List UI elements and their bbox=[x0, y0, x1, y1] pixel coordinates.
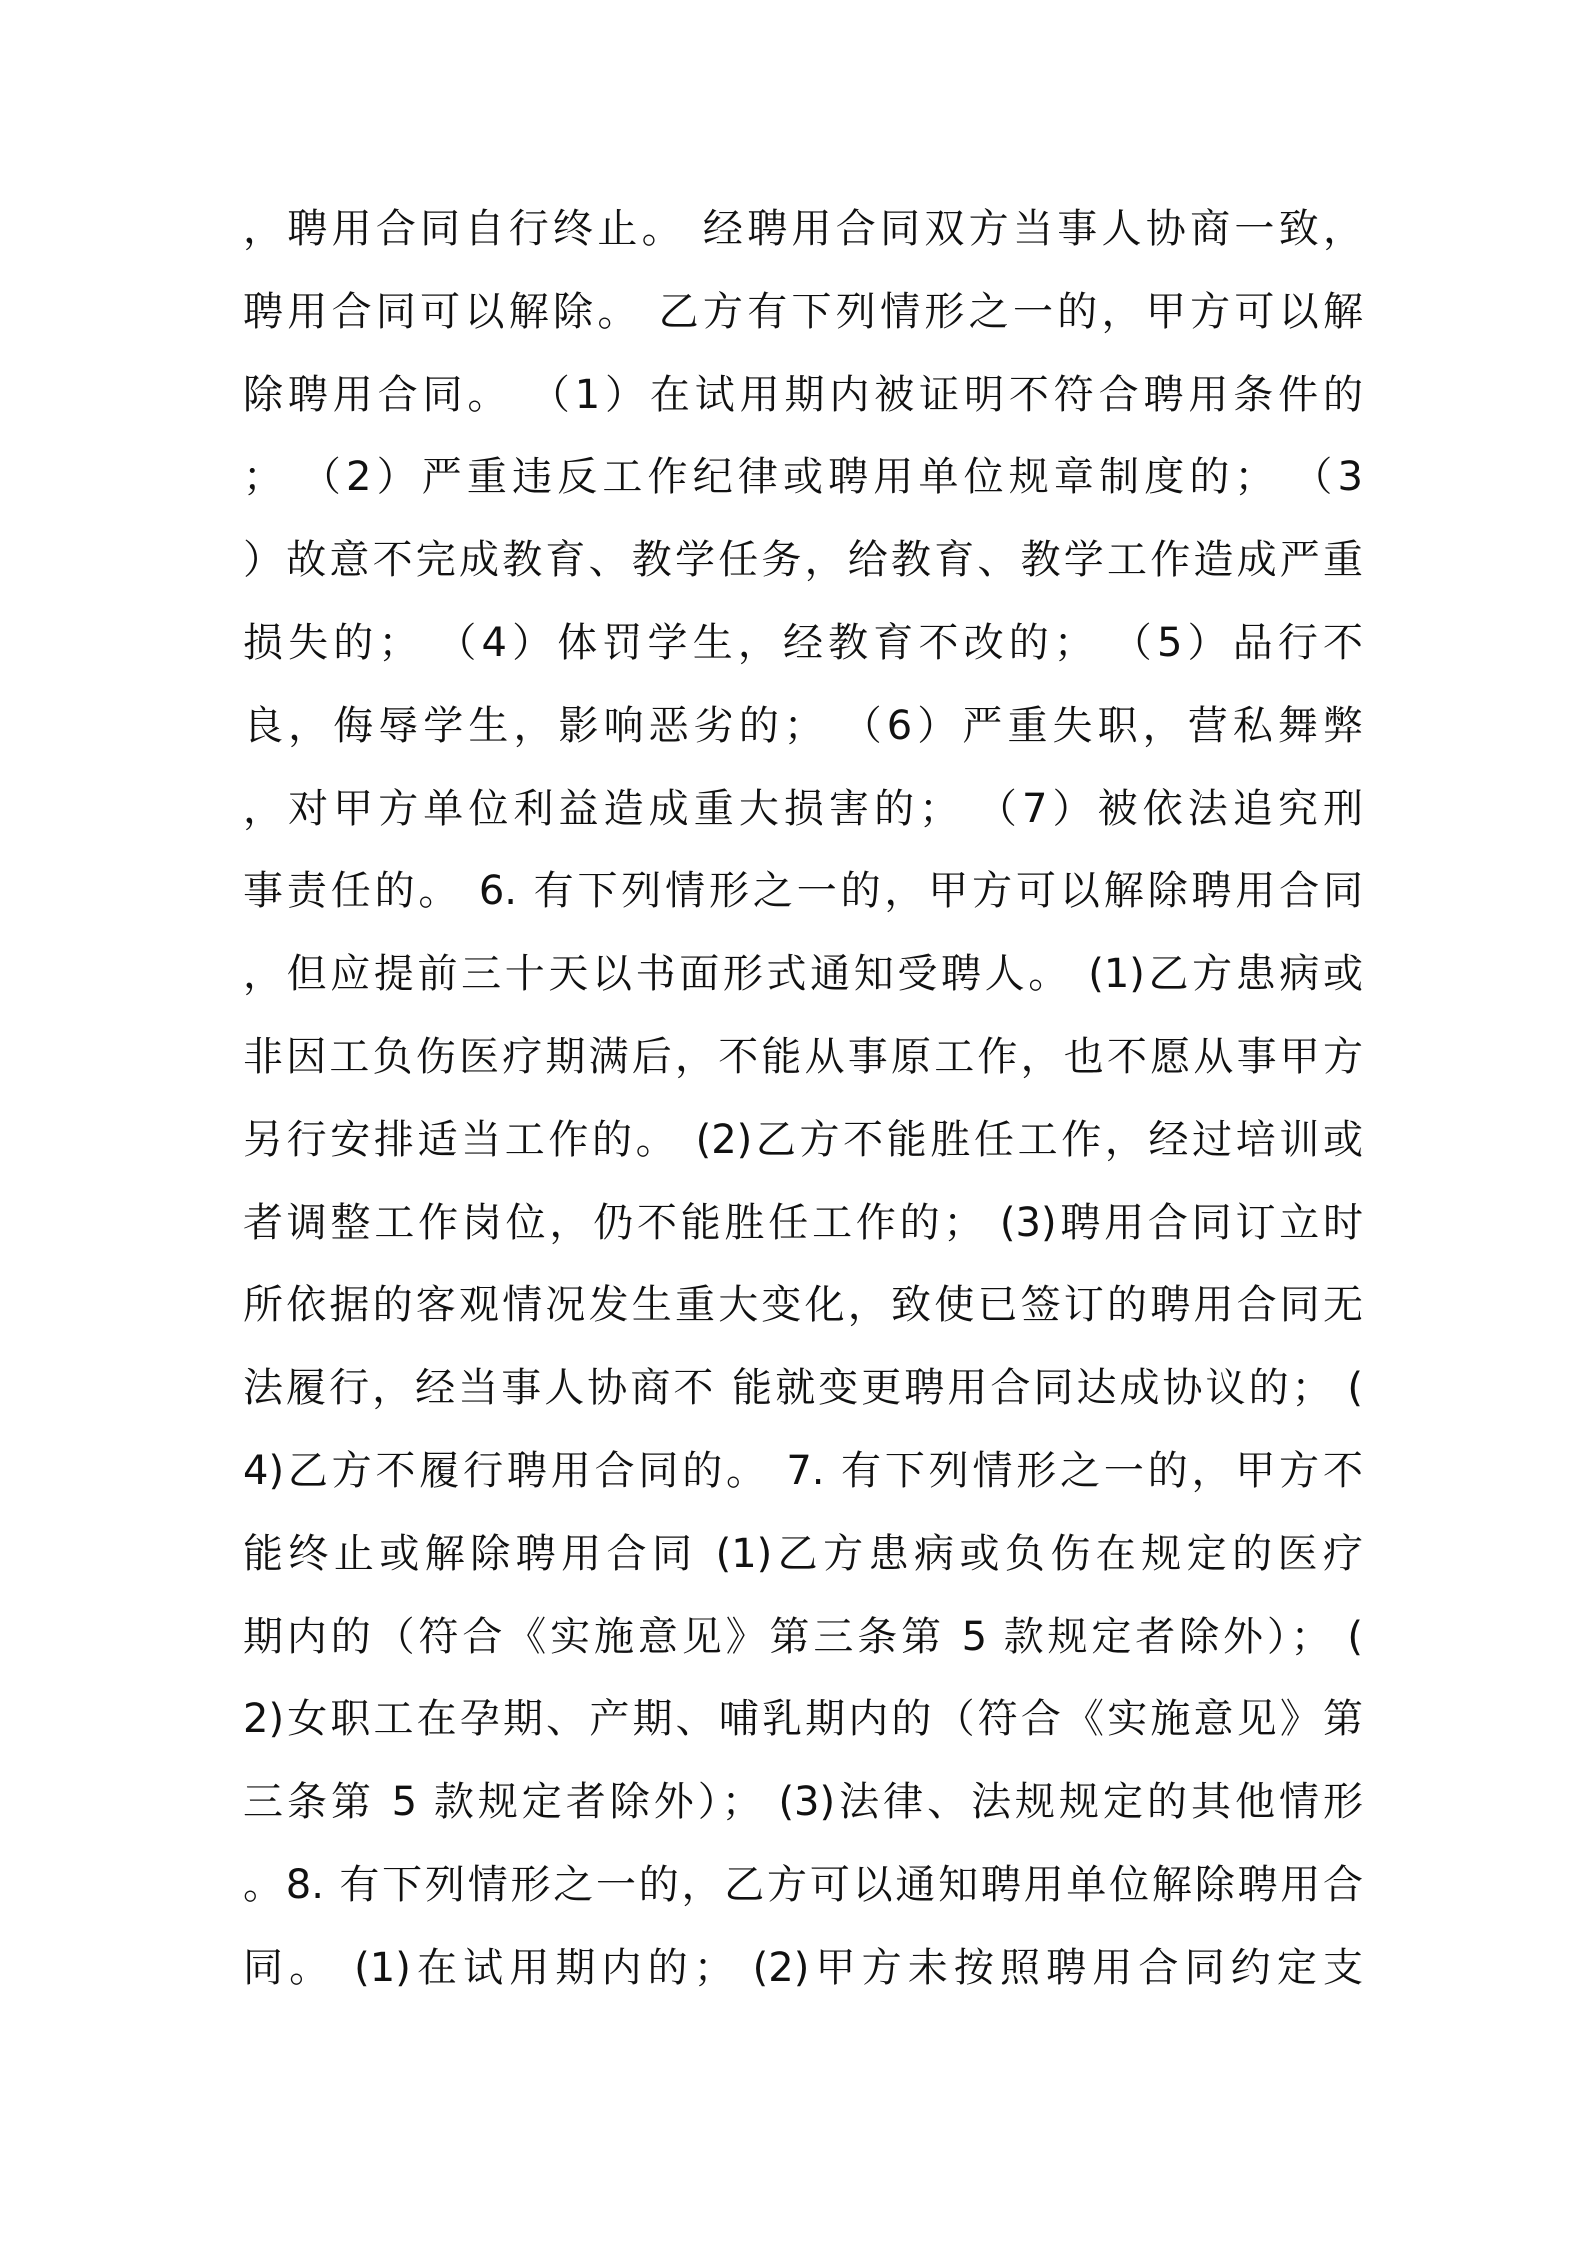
text-line: 。8. 有下列情形之一的，乙方可以通知聘用单位解除聘用合 bbox=[243, 1861, 1363, 1908]
text-line: 聘用合同可以解除。 乙方有下列情形之一的，甲方可以解 bbox=[243, 288, 1363, 335]
text-line: 期内的（符合《实施意见》第三条第 5 款规定者除外）； ( bbox=[243, 1613, 1363, 1660]
text-line: 事责任的。 6. 有下列情形之一的，甲方可以解除聘用合同 bbox=[243, 868, 1363, 915]
text-line: 者调整工作岗位，仍不能胜任工作的； (3)聘用合同订立时 bbox=[243, 1199, 1363, 1246]
text-line: 损失的； （4）体罚学生，经教育不改的； （5）品行不 bbox=[243, 619, 1363, 666]
text-line: 另行安排适当工作的。 (2)乙方不能胜任工作，经过培训或 bbox=[243, 1116, 1363, 1163]
text-line: ，对甲方单位利益造成重大损害的； （7）被依法追究刑 bbox=[243, 785, 1363, 832]
document-body bbox=[243, 188, 1363, 2010]
text-line: 三条第 5 款规定者除外）； (3)法律、法规规定的其他情形 bbox=[243, 1779, 1363, 1826]
text-line: ； （2）严重违反工作纪律或聘用单位规章制度的； （3 bbox=[243, 454, 1363, 501]
text-line: ，聘用合同自行终止。 经聘用合同双方当事人协商一致， bbox=[243, 206, 1363, 252]
text-line: 法履行，经当事人协商不 能就变更聘用合同达成协议的； ( bbox=[243, 1365, 1363, 1412]
text-line: ）故意不完成教育、教学任务，给教育、教学工作造成严重 bbox=[243, 537, 1363, 584]
text-line: 同。 (1)在试用期内的； (2)甲方未按照聘用合同约定支 bbox=[243, 1944, 1363, 1991]
text-line: ，但应提前三十天以书面形式通知受聘人。 (1)乙方患病或 bbox=[243, 951, 1363, 998]
text-line: 4)乙方不履行聘用合同的。 7. 有下列情形之一的，甲方不 bbox=[243, 1447, 1363, 1494]
text-line: 2)女职工在孕期、产期、哺乳期内的（符合《实施意见》第 bbox=[243, 1696, 1363, 1743]
text-line: 所依据的客观情况发生重大变化，致使已签订的聘用合同无 bbox=[243, 1282, 1363, 1329]
text-line: 非因工负伤医疗期满后，不能从事原工作，也不愿从事甲方 bbox=[243, 1033, 1363, 1080]
text-line: 除聘用合同。 （1）在试用期内被证明不符合聘用条件的 bbox=[243, 371, 1363, 418]
text-line: 良，侮辱学生，影响恶劣的； （6）严重失职，营私舞弊 bbox=[243, 702, 1363, 749]
text-line: 能终止或解除聘用合同 (1)乙方患病或负伤在规定的医疗 bbox=[243, 1530, 1363, 1577]
